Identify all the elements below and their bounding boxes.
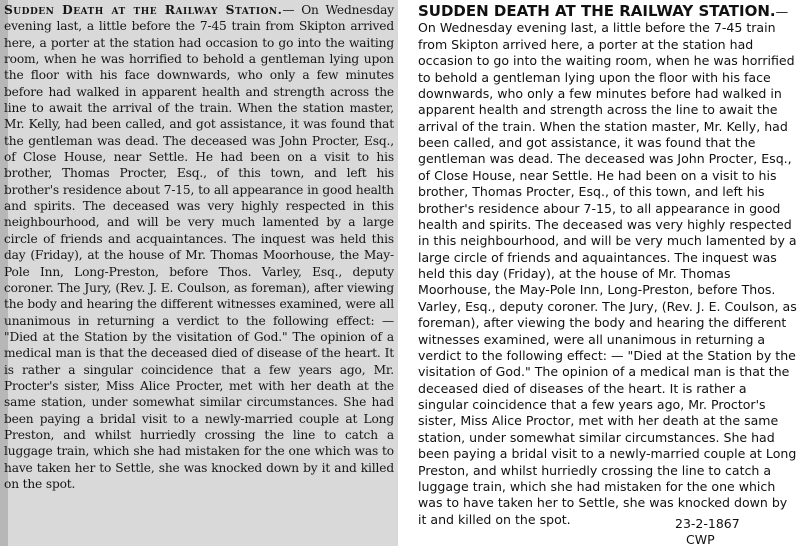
transcription-body: —On Wednesday evening last, a little before the 7-45 train from Skipton arrived here, a porter at the station had occasion to go into the waiting room, when he was horrified to behold a gentleman lying upon the floor with his face downwards, who only a few minutes before had walked in apparent health and strength across the line to await the arrival of the train. When the station master, Mr. Kelly, had been called, and got assistance, it was found that the gentleman was dead. The deceased was John Procter, Esq., of Close House, near Settle. He had been on a visit to his brother, Thomas Procter, Esq., of this town, and left his brother's residence abour 7-15, to all appearance in good health and spirits. The deceased was very highly respected in this neighbourhood, and will be very much lamented by a large circle of friends and aquaintances. The inquest was held this day (Friday), at the house of Mr. Thomas Moorhouse, the May-Pole Inn, Long-Preston, before Thos. Varley, Esq., deputy coroner. The Jury, (Rev. J. E. Coulson, as foreman), after viewing the body and hearing the different witnesses examined, were all unanimous in returning a verdict to the following effect: — "Died at the Station by the visitation of God." The opinion of a medical man is that the deceased died of diseases of the heart. It is rather a singular coincidence that a few years ago, Mr. Proctor's sister, Miss Alice Proctor, met with her death at the same station, under somewhat similar circumstances. She had been paying a bridal visit to a newly-married couple at Long Preston, and whilst hurriedly crossing the line to catch a luggage train, which she had mistaken for the one which was to have taken her to Settle, she was knocked down by it and killed on the spot. xyxy=(418,4,797,527)
transcription-date: 23-2-1867 xyxy=(675,516,740,531)
scanned-clipping xyxy=(0,0,398,546)
scanned-headline: Sudden Death at the Railway Station. xyxy=(4,3,283,17)
scanned-body: — On Wednesday evening last, a little before the 7-45 train from Skipton arrived here, a porter at the station had occasion to go into the waiting room, when he was horrified to behold a gentleman lying upon the floor with his face downwards, who only a few minutes before had walked in apparent health and strength across the line to await the arrival of the train. When the station master, Mr. Kelly, had been called, and got assistance, it was found that the gentleman was dead. The deceased was John Procter, Esq., of Close House, near Settle. He had been on a visit to his brother, Thomas Procter, Esq., of this town, and left his brother's residence about 7-15, to all appearance in good health and spirits. The deceased was very highly respected in this neighbourhood, and will be very much lamented by a large circle of friends and acquaintances. The inquest was held this day (Friday), at the house of Mr. Thomas Moorhouse, the May-Pole Inn, Long-Preston, before Thos. Varley, Esq., deputy coroner. The Jury, (Rev. J. E. Coulson, as foreman), after viewing the body and hearing the different witnesses examined, were all unanimous in returning a verdict to the following effect: — "Died at the Station by the visitation of God." The opinion of a medical man is that the deceased died of disease of the heart. It is rather a singular coincidence that a few years ago, Mr. Procter's sister, Miss Alice Procter, met with her death at the same station, under somewhat similar circumstances. She had been paying a bridal visit to a newly-married couple at Long Preston, and whilst hurriedly crossing the line to catch a luggage train, which she had mistaken for the one which was to have taken her to Settle, she was knocked down by it and killed on the spot. xyxy=(4,3,394,491)
transcription-text xyxy=(418,3,798,528)
transcription-panel xyxy=(407,0,795,546)
transcriber-initials: CWP xyxy=(686,532,715,547)
transcription-headline: SUDDEN DEATH AT THE RAILWAY STATION. xyxy=(418,2,776,20)
scanned-article-text xyxy=(4,2,394,492)
